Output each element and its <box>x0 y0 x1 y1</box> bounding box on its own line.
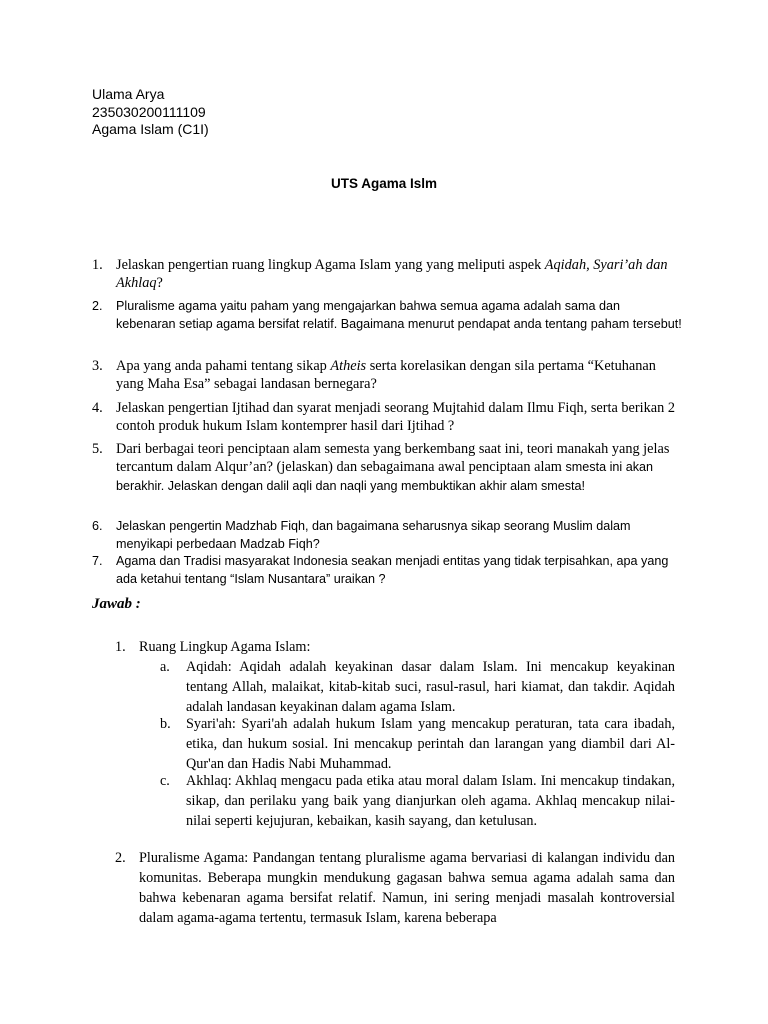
question-item <box>92 399 682 435</box>
student-name: Ulama Arya <box>92 86 165 102</box>
subitem-text: Syari'ah: Syari'ah adalah hukum Islam yang mencakup peraturan, tata cara ibadah, etika, dan hukum sosial. Ini mencakup perintah dan larangan yang diambil dari Al-Qur'an dan Hadis Nabi Muhammad. <box>186 716 675 772</box>
question-text: Jelaskan pengertin Madzhab Fiqh, dan bagaimana seharusnya sikap seorang Muslim dalam menyikapi perbedaan Madzab Fiqh? <box>116 519 631 551</box>
question-item <box>92 518 682 553</box>
answer-text: Ruang Lingkup Agama Islam: <box>139 639 311 655</box>
answer-subitem <box>160 714 675 774</box>
question-item <box>92 256 682 292</box>
question-number: 2. <box>92 299 103 313</box>
subitem-text: Akhlaq: Akhlaq mengacu pada etika atau moral dalam Islam. Ini mencakup tindakan, sikap, dan perilaku yang baik yang dianjurkan oleh agama. Akhlaq mencakup nilai-nilai seperti kejujuran, kebaikan, kasih sayang, dan ketulusan. <box>186 773 675 829</box>
question-number: 6. <box>92 519 103 533</box>
question-item <box>92 357 682 393</box>
student-id: 235030200111109 <box>92 103 206 120</box>
question-number: 3. <box>92 358 103 374</box>
student-header <box>92 86 209 139</box>
question-text: Apa yang anda pahami tentang sikap Atheis serta korelasikan dengan sila pertama “Ketuhanan yang Maha Esa” sebagai landasan bernegara? <box>116 358 656 392</box>
question-number: 1. <box>92 257 103 273</box>
subitem-text: Aqidah: Aqidah adalah keyakinan dasar dalam Islam. Ini mencakup keyakinan tentang Allah, malaikat, kitab-kitab suci, rasul-rasul, hari kiamat, dan takdir. Aqidah adalah landasan keyakinan dalam agama Islam. <box>186 659 675 715</box>
answer-subitem <box>160 771 675 831</box>
answer-item <box>115 848 675 928</box>
subitem-letter: b. <box>160 716 171 732</box>
subitem-letter: c. <box>160 773 170 789</box>
answer-number: 1. <box>115 639 126 655</box>
question-item <box>92 553 682 588</box>
document-title: UTS Agama Islm <box>330 176 438 191</box>
question-number: 7. <box>92 554 103 568</box>
question-text: Jelaskan pengertian ruang lingkup Agama Islam yang yang meliputi aspek Aqidah, Syari’ah dan Akhlaq? <box>116 257 668 291</box>
answer-subitem <box>160 657 675 717</box>
question-number: 4. <box>92 400 103 416</box>
question-item <box>92 298 682 333</box>
subitem-letter: a. <box>160 659 170 675</box>
question-text: Jelaskan pengertian Ijtihad dan syarat menjadi seorang Mujtahid dalam Ilmu Fiqh, serta berikan 2 contoh produk hukum Islam kontemprer hasil dari Ijtihad ? <box>116 400 676 434</box>
question-text: Dari berbagai teori penciptaan alam semesta yang berkembang saat ini, teori manakah yang jelas tercantum dalam Alqur’an? (jelaskan) dan sebagaimana awal penciptaan alam smesta ini akan berakhir. Jelaskan dengan dalil aqli dan naqli yang membuktikan akhir alam smesta! <box>116 441 670 493</box>
question-item <box>92 440 682 495</box>
answer-number: 2. <box>115 850 126 866</box>
answer-text: Pluralisme Agama: Pandangan tentang pluralisme agama bervariasi di kalangan individu dan komunitas. Beberapa mungkin mendukung gagasan bahwa semua agama adalah sama dan bahwa kebenaran agama bersifat relatif. Namun, ini sering menjadi masalah kontroversial dalam agama-agama tertentu, termasuk Islam, karena beberapa <box>139 850 675 926</box>
course-name: Agama Islam (C1I) <box>92 121 209 137</box>
answer-item <box>115 637 675 657</box>
question-number: 5. <box>92 441 103 457</box>
question-text: Pluralisme agama yaitu paham yang mengajarkan bahwa semua agama adalah sama dan kebenaran setiap agama bersifat relatif. Bagaimana menurut pendapat anda tentang paham tersebut! <box>116 299 682 331</box>
answer-heading: Jawab : <box>92 596 141 612</box>
question-text: Agama dan Tradisi masyarakat Indonesia seakan menjadi entitas yang tidak terpisahkan, apa yang ada ketahui tentang “Islam Nusantara” uraikan ? <box>116 554 669 586</box>
